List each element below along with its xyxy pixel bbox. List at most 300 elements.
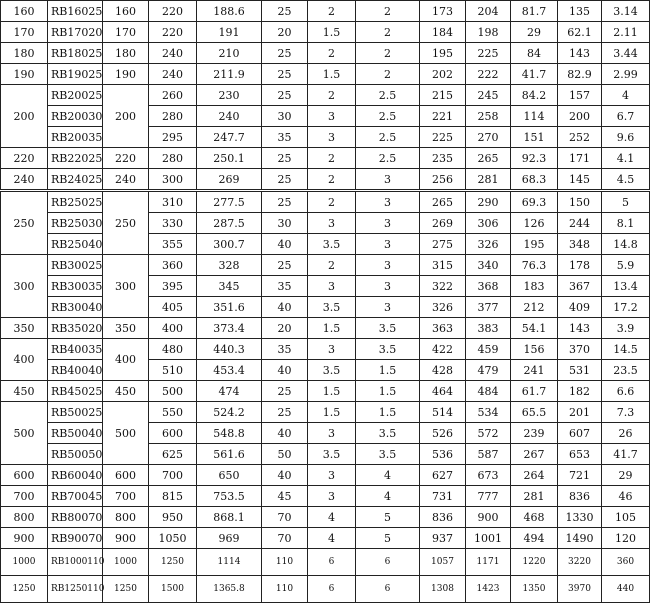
value-cell: 428 [420,360,466,381]
bore-diameter-cell: 700 [1,486,48,507]
value-cell: 479 [466,360,511,381]
value-cell: 25 [262,64,308,85]
value-cell: 105 [602,507,650,528]
value-cell: 721 [558,465,602,486]
value-cell: 2 [308,255,356,276]
model-cell: RB80070 [48,507,103,528]
value-cell: 2 [356,1,420,22]
value-cell: 270 [466,127,511,148]
value-cell: 3 [356,234,420,255]
table-row [1,213,650,234]
bore-diameter-cell: 250 [1,191,48,255]
value-cell: 204 [466,1,511,22]
inner-diameter-cell: 900 [103,528,149,549]
table-row [1,360,650,381]
table-row [1,64,650,85]
bore-diameter-cell: 1250 [1,576,48,603]
value-cell: 239 [511,423,558,444]
table-row [1,191,650,213]
value-cell: 1.5 [308,402,356,423]
value-cell: 1171 [466,549,511,576]
value-cell: 201 [558,402,602,423]
value-cell: 26 [602,423,650,444]
value-cell: 345 [197,276,262,297]
value-cell: 84 [511,43,558,64]
value-cell: 222 [466,64,511,85]
bore-diameter-cell: 170 [1,22,48,43]
value-cell: 370 [558,339,602,360]
value-cell: 468 [511,507,558,528]
value-cell: 35 [262,276,308,297]
value-cell: 3.5 [308,444,356,465]
value-cell: 4 [356,486,420,507]
value-cell: 280 [149,148,197,169]
table-row [1,528,650,549]
value-cell: 363 [420,318,466,339]
value-cell: 310 [149,191,197,213]
value-cell: 114 [511,106,558,127]
inner-diameter-cell: 180 [103,43,149,64]
value-cell: 76.3 [511,255,558,276]
value-cell: 4.5 [602,169,650,191]
value-cell: 1423 [466,576,511,603]
value-cell: 4 [308,528,356,549]
value-cell: 536 [420,444,466,465]
value-cell: 326 [466,234,511,255]
value-cell: 524.2 [197,402,262,423]
value-cell: 494 [511,528,558,549]
value-cell: 260 [149,85,197,106]
value-cell: 1.5 [308,64,356,85]
model-cell: RB24025 [48,169,103,191]
value-cell: 2 [356,22,420,43]
value-cell: 1490 [558,528,602,549]
value-cell: 2 [356,43,420,64]
value-cell: 40 [262,234,308,255]
table-row [1,255,650,276]
value-cell: 225 [420,127,466,148]
value-cell: 30 [262,106,308,127]
model-cell: RB18025 [48,43,103,64]
table-row [1,234,650,255]
value-cell: 3 [308,213,356,234]
value-cell: 4 [602,85,650,106]
value-cell: 348 [558,234,602,255]
value-cell: 17.2 [602,297,650,318]
model-cell: RB1250110 [48,576,103,603]
inner-diameter-cell: 500 [103,402,149,465]
value-cell: 25 [262,85,308,106]
bore-diameter-cell: 240 [1,169,48,191]
value-cell: 836 [420,507,466,528]
value-cell: 950 [149,507,197,528]
table-row [1,507,650,528]
model-cell: RB50040 [48,423,103,444]
value-cell: 1050 [149,528,197,549]
value-cell: 5.9 [602,255,650,276]
value-cell: 1114 [197,549,262,576]
value-cell: 120 [602,528,650,549]
value-cell: 68.3 [511,169,558,191]
model-cell: RB45025 [48,381,103,402]
value-cell: 474 [197,381,262,402]
value-cell: 215 [420,85,466,106]
value-cell: 1057 [420,549,466,576]
inner-diameter-cell: 240 [103,169,149,191]
value-cell: 731 [420,486,466,507]
value-cell: 9.6 [602,127,650,148]
value-cell: 3 [308,127,356,148]
value-cell: 8.1 [602,213,650,234]
value-cell: 61.7 [511,381,558,402]
model-cell: RB40040 [48,360,103,381]
value-cell: 3.5 [308,234,356,255]
value-cell: 1330 [558,507,602,528]
value-cell: 607 [558,423,602,444]
value-cell: 815 [149,486,197,507]
model-cell: RB30035 [48,276,103,297]
value-cell: 3.9 [602,318,650,339]
value-cell: 20 [262,318,308,339]
inner-diameter-cell: 250 [103,191,149,255]
value-cell: 6 [308,576,356,603]
value-cell: 244 [558,213,602,234]
value-cell: 5 [356,528,420,549]
value-cell: 1220 [511,549,558,576]
value-cell: 195 [420,43,466,64]
value-cell: 514 [420,402,466,423]
model-cell: RB22025 [48,148,103,169]
value-cell: 300.7 [197,234,262,255]
value-cell: 240 [149,64,197,85]
value-cell: 29 [602,465,650,486]
value-cell: 328 [197,255,262,276]
value-cell: 145 [558,169,602,191]
value-cell: 322 [420,276,466,297]
value-cell: 211.9 [197,64,262,85]
value-cell: 836 [558,486,602,507]
value-cell: 1350 [511,576,558,603]
bore-diameter-cell: 800 [1,507,48,528]
value-cell: 3 [356,191,420,213]
inner-diameter-cell: 350 [103,318,149,339]
model-cell: RB30040 [48,297,103,318]
value-cell: 25 [262,1,308,22]
value-cell: 240 [197,106,262,127]
value-cell: 220 [149,1,197,22]
value-cell: 143 [558,43,602,64]
value-cell: 1250 [149,549,197,576]
value-cell: 3 [308,339,356,360]
value-cell: 265 [466,148,511,169]
table-row [1,576,650,603]
value-cell: 135 [558,1,602,22]
model-cell: RB50025 [48,402,103,423]
value-cell: 548.8 [197,423,262,444]
value-cell: 484 [466,381,511,402]
inner-diameter-cell: 800 [103,507,149,528]
model-cell: RB25040 [48,234,103,255]
value-cell: 195 [511,234,558,255]
value-cell: 250.1 [197,148,262,169]
value-cell: 295 [149,127,197,148]
inner-diameter-cell: 1000 [103,549,149,576]
value-cell: 290 [466,191,511,213]
value-cell: 3 [356,169,420,191]
value-cell: 753.5 [197,486,262,507]
table-row [1,402,650,423]
value-cell: 653 [558,444,602,465]
value-cell: 25 [262,43,308,64]
bore-diameter-cell: 1000 [1,549,48,576]
value-cell: 3.5 [356,444,420,465]
value-cell: 25 [262,402,308,423]
value-cell: 258 [466,106,511,127]
value-cell: 355 [149,234,197,255]
value-cell: 65.5 [511,402,558,423]
value-cell: 126 [511,213,558,234]
inner-diameter-cell: 220 [103,148,149,169]
value-cell: 550 [149,402,197,423]
table-row [1,381,650,402]
value-cell: 360 [149,255,197,276]
value-cell: 200 [558,106,602,127]
value-cell: 3 [308,276,356,297]
value-cell: 510 [149,360,197,381]
table-row [1,297,650,318]
value-cell: 2.11 [602,22,650,43]
value-cell: 281 [466,169,511,191]
value-cell: 275 [420,234,466,255]
value-cell: 2.99 [602,64,650,85]
value-cell: 45 [262,486,308,507]
value-cell: 210 [197,43,262,64]
value-cell: 351.6 [197,297,262,318]
model-cell: RB17020 [48,22,103,43]
value-cell: 14.8 [602,234,650,255]
model-cell: RB50050 [48,444,103,465]
value-cell: 225 [466,43,511,64]
value-cell: 367 [558,276,602,297]
value-cell: 440 [602,576,650,603]
value-cell: 178 [558,255,602,276]
value-cell: 29 [511,22,558,43]
bore-diameter-cell: 200 [1,85,48,148]
bore-diameter-cell: 180 [1,43,48,64]
value-cell: 110 [262,576,308,603]
value-cell: 627 [420,465,466,486]
table-row [1,22,650,43]
value-cell: 20 [262,22,308,43]
value-cell: 3 [356,213,420,234]
value-cell: 900 [466,507,511,528]
value-cell: 3970 [558,576,602,603]
value-cell: 2 [308,1,356,22]
value-cell: 6.6 [602,381,650,402]
value-cell: 6 [356,576,420,603]
value-cell: 395 [149,276,197,297]
value-cell: 281 [511,486,558,507]
value-cell: 252 [558,127,602,148]
value-cell: 183 [511,276,558,297]
model-cell: RB60040 [48,465,103,486]
value-cell: 40 [262,423,308,444]
value-cell: 4 [356,465,420,486]
inner-diameter-cell: 450 [103,381,149,402]
value-cell: 143 [558,318,602,339]
value-cell: 5 [356,507,420,528]
value-cell: 173 [420,1,466,22]
value-cell: 464 [420,381,466,402]
value-cell: 50 [262,444,308,465]
value-cell: 84.2 [511,85,558,106]
value-cell: 534 [466,402,511,423]
value-cell: 220 [149,22,197,43]
value-cell: 240 [149,43,197,64]
table-row [1,549,650,576]
model-cell: RB16025 [48,1,103,22]
value-cell: 373.4 [197,318,262,339]
value-cell: 5 [602,191,650,213]
value-cell: 2.5 [356,127,420,148]
inner-diameter-cell: 300 [103,255,149,318]
value-cell: 326 [420,297,466,318]
value-cell: 300 [149,169,197,191]
value-cell: 700 [149,465,197,486]
value-cell: 3.5 [308,360,356,381]
value-cell: 23.5 [602,360,650,381]
value-cell: 561.6 [197,444,262,465]
value-cell: 35 [262,127,308,148]
table-row [1,423,650,444]
value-cell: 650 [197,465,262,486]
value-cell: 1.5 [308,22,356,43]
value-cell: 3.5 [308,297,356,318]
table-row [1,318,650,339]
value-cell: 3.14 [602,1,650,22]
value-cell: 25 [262,169,308,191]
value-cell: 1.5 [356,360,420,381]
value-cell: 3 [308,486,356,507]
value-cell: 777 [466,486,511,507]
model-cell: RB1000110 [48,549,103,576]
value-cell: 184 [420,22,466,43]
bore-diameter-cell: 500 [1,402,48,465]
value-cell: 40 [262,360,308,381]
value-cell: 453.4 [197,360,262,381]
value-cell: 1308 [420,576,466,603]
table-row [1,1,650,22]
value-cell: 198 [466,22,511,43]
value-cell: 1365.8 [197,576,262,603]
value-cell: 280 [149,106,197,127]
value-cell: 440.3 [197,339,262,360]
value-cell: 4.1 [602,148,650,169]
value-cell: 202 [420,64,466,85]
value-cell: 2 [308,85,356,106]
value-cell: 212 [511,297,558,318]
value-cell: 3 [356,255,420,276]
value-cell: 265 [420,191,466,213]
value-cell: 315 [420,255,466,276]
value-cell: 1.5 [356,402,420,423]
value-cell: 264 [511,465,558,486]
inner-diameter-cell: 400 [103,339,149,381]
value-cell: 40 [262,465,308,486]
value-cell: 400 [149,318,197,339]
value-cell: 230 [197,85,262,106]
value-cell: 409 [558,297,602,318]
value-cell: 3.44 [602,43,650,64]
value-cell: 2 [308,148,356,169]
value-cell: 92.3 [511,148,558,169]
value-cell: 2 [308,191,356,213]
value-cell: 41.7 [511,64,558,85]
value-cell: 150 [558,191,602,213]
value-cell: 572 [466,423,511,444]
model-cell: RB30025 [48,255,103,276]
value-cell: 2.5 [356,148,420,169]
value-cell: 480 [149,339,197,360]
value-cell: 2.5 [356,106,420,127]
value-cell: 3 [308,465,356,486]
bore-diameter-cell: 450 [1,381,48,402]
value-cell: 1.5 [356,381,420,402]
value-cell: 422 [420,339,466,360]
value-cell: 70 [262,528,308,549]
value-cell: 35 [262,339,308,360]
inner-diameter-cell: 160 [103,1,149,22]
value-cell: 235 [420,148,466,169]
table-row [1,43,650,64]
value-cell: 25 [262,381,308,402]
bore-diameter-cell: 300 [1,255,48,318]
value-cell: 41.7 [602,444,650,465]
value-cell: 526 [420,423,466,444]
value-cell: 306 [466,213,511,234]
value-cell: 969 [197,528,262,549]
value-cell: 25 [262,191,308,213]
value-cell: 241 [511,360,558,381]
value-cell: 54.1 [511,318,558,339]
value-cell: 277.5 [197,191,262,213]
value-cell: 110 [262,549,308,576]
value-cell: 191 [197,22,262,43]
table-row [1,85,650,106]
value-cell: 62.1 [558,22,602,43]
value-cell: 3 [356,276,420,297]
value-cell: 3.5 [356,318,420,339]
value-cell: 156 [511,339,558,360]
value-cell: 3220 [558,549,602,576]
value-cell: 937 [420,528,466,549]
value-cell: 30 [262,213,308,234]
value-cell: 330 [149,213,197,234]
value-cell: 1.5 [308,318,356,339]
table-row [1,465,650,486]
value-cell: 600 [149,423,197,444]
value-cell: 868.1 [197,507,262,528]
value-cell: 247.7 [197,127,262,148]
value-cell: 82.9 [558,64,602,85]
table-row [1,106,650,127]
model-cell: RB35020 [48,318,103,339]
value-cell: 6.7 [602,106,650,127]
value-cell: 1001 [466,528,511,549]
bore-diameter-cell: 900 [1,528,48,549]
value-cell: 269 [197,169,262,191]
model-cell: RB20030 [48,106,103,127]
